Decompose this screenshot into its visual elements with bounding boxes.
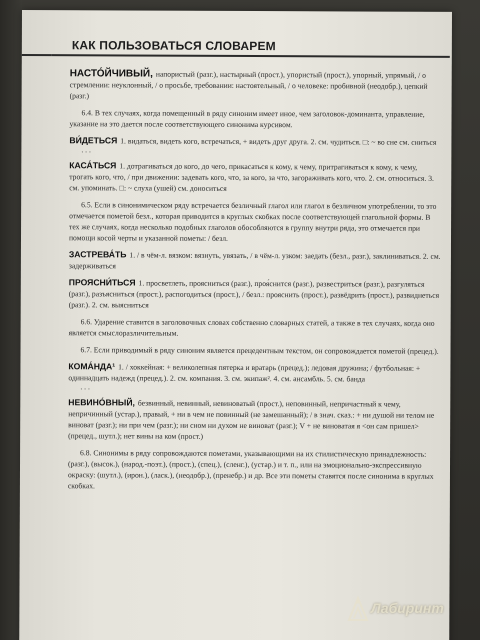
entry-headword: НЕВИНО́ВНЫЙ, bbox=[68, 397, 135, 408]
entry-body: 1. просветлеть, проясниться (разг.), проя́снится (разг.), развестриться (разг.), разгуляться (разг.), разъясниться (прост.), распогодиться (прост.), / безл.: прояснить (прост.), развёдрить (прост.), развиднеться (разг.). 2. см. выясниться bbox=[68, 278, 440, 310]
entry-body: 1. / хоккейная: + великолепная пятерка и вратарь (прецед.); ледовая дружина; / футбольная: + одиннадцать надежд (прецед.). 2. см. компания. 3. см. экипаж². 4. см. ансамбль. 5. см. банда bbox=[68, 362, 421, 384]
entry-headword: ВИ́ДЕТЬСЯ bbox=[69, 135, 118, 146]
entry-headword: ЗАСТРЕВА́ТЬ bbox=[68, 249, 127, 260]
rule-paragraph: 6.4. В тех случаях, когда помещенный в ряду синоним имеет иное, чем заголовок-доминанта, управление, указание на это дается после соответствующего синонима курсивом. bbox=[69, 108, 425, 130]
entry-body: напористый (разг.), настырный (прост.), упористый (прост.), упорный, упрямый, / о стремлении: неуклонный, / о просьбе, требовании: настоятельный, / о человеке: пробивной (неодобр.), цепкий (разг.) bbox=[69, 69, 428, 101]
watermark bbox=[345, 592, 465, 632]
entry-body: 1. видаться, видеть кого, встречаться, + видеть друг друга. 2. см. чудиться. □: ~ во сне см. сниться bbox=[120, 136, 437, 147]
ellipsis-separator: . . . bbox=[81, 145, 91, 155]
rule-paragraph: 6.5. Если в синонимическом ряду встречается безличный глагол или глагол в безличном употреблении, то это отмечается пометой безл., которая приводится в круглых скобках после соответствующей глагольной формы. В тех же случаях, когда несколько подобных глаголов обособляются в группу внутри ряда, это отмечается при помощи косой черты и указанной пометы: / безл. bbox=[68, 200, 437, 243]
rule-paragraph: 6.7. Если приводимый в ряду синоним является прецедентным текстом, он сопровождается пометой (прецед.). bbox=[80, 345, 439, 356]
page-content bbox=[68, 62, 442, 493]
header-rule bbox=[22, 54, 52, 56]
dictionary-entry bbox=[69, 249, 441, 273]
ellipsis-separator: . . . bbox=[80, 382, 90, 392]
dictionary-entry bbox=[69, 160, 441, 195]
dictionary-entry bbox=[69, 277, 441, 312]
entry-headword: НАСТО́ЙЧИВЫЙ, bbox=[69, 68, 153, 80]
book-page bbox=[19, 10, 452, 640]
page-title: КАК ПОЛЬЗОВАТЬСЯ СЛОВАРЕМ bbox=[71, 38, 276, 54]
page-header bbox=[52, 38, 450, 58]
dictionary-entry bbox=[68, 361, 440, 385]
entry-body: безвинный, невинный, невиноватый (прост.), неповинный, непричастный к чему, непричинный (устар.), правый, + ни в чем не повинный (не замешанный); / в знач. сказ.: + ни душой ни телом не виноват (разг.); ни при чем (разг.); ни сном ни духом не виноват (разг.); V + не виноватая я <он сам пришел> (прецед., шутл.); нет вины на ком (прост.) bbox=[68, 398, 435, 441]
rule-paragraph: 6.6. Ударение ставится в заголовочных словах собственно словарных статей, а также в тех случаях, когда оно является смыслоразличительным. bbox=[68, 317, 435, 338]
watermark-text: Лабиринт bbox=[371, 600, 444, 616]
dictionary-entry bbox=[70, 68, 442, 103]
rule-paragraph: 6.8. Синонимы в ряду сопровождаются пометами, указывающими на их стилистическую принадлежность: (разг.), (высок.), (народ.-поэт.), (прост.), (спец.), (сленг.), (устар.) и т. п., или на эмоционально-экспрессивную окраску: (шутл.), (ирон.), (ласк.), (неодобр.), (пренебр.) и др. Все эти пометы ставятся после синонима в круглых скобках. bbox=[67, 448, 434, 491]
labirint-logo-icon bbox=[345, 594, 371, 624]
entry-headword: КОМА́НДА¹ bbox=[68, 361, 116, 372]
entry-headword: ПРОЯСНИ́ТЬСЯ bbox=[68, 277, 136, 288]
entry-body: 1. дотрагиваться до кого, до чего, прикасаться к кому, к чему, притрагиваться к кому, к чему, трогать кого, что, / при движении: задевать кого, что, за кого, за что, загораживать кого, что. 2. см. относиться. 3. см. упоминать. □: ~ слуха (ушей) см. доноситься bbox=[69, 161, 434, 193]
dictionary-entry bbox=[68, 397, 440, 443]
dictionary-entry bbox=[69, 135, 441, 148]
entry-headword: КАСА́ТЬСЯ bbox=[69, 160, 117, 171]
entry-body: 1. / в чём-л. вязком: вязнуть, увязать, / в чём-л. узком: заедать (безл., разг.), заклиниваться. 2. см. задерживаться bbox=[68, 250, 441, 271]
